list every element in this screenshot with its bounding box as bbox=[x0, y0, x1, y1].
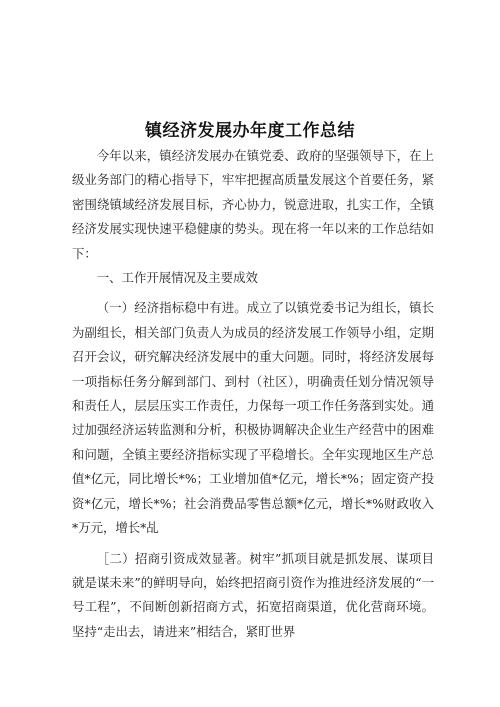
intro-paragraph: 今年以来，镇经济发展办在镇党委、政府的坚强领导下，在上级业务部门的精心指导下，牢牢把握高质量发展这个首要任务，紧密围绕镇域经济发展目标，齐心协力，锐意进取，扎实工作，全镇经济发展实现快速平稳健康的势头。现在将一年以来的工作总结如下： bbox=[72, 148, 434, 261]
economic-indicators-paragraph: （一）经济指标稳中有进。成立了以镇党委书记为组长，镇长为副组长，相关部门负责人为成员的经济发展工作领导小组，定期召开会议，研究解决经济发展中的重大问题。同时，将经济发展每一项指标任务分解到部门、到村（社区），明确责任划分情况领导和责任人，层层压实工作责任，力保每一项工作任务落到实处。通过加强经济运转监测和分析，积极协调解决企业生产经营中的困难和问题，全镇主要经济指标实现了平稳增长。全年实现地区生产总值*亿元，同比增长*%；工业增加值*亿元，增长*%；固定资产投资*亿元，增长*%；社会消费品零售总额*亿元，增长*%财政收入*万元，增长*乩 bbox=[72, 300, 434, 536]
section-heading: 一、工作开展情况及主要成效 bbox=[96, 270, 258, 286]
document-body bbox=[72, 144, 434, 644]
investment-attraction-paragraph: ［二）招商引资成效显著。树牢”抓项目就是抓发展、谋项目就是谋未来”的鲜明导向，始终把招商引资作为推进经济发展的“一号工程”，不间断创新招商方式，拓宽招商渠道，优化营商环境。坚持“走出去，请进来”相结合，紧盯世界 bbox=[72, 550, 434, 639]
document-title: 镇经济发展办年度工作总结 bbox=[145, 121, 355, 141]
